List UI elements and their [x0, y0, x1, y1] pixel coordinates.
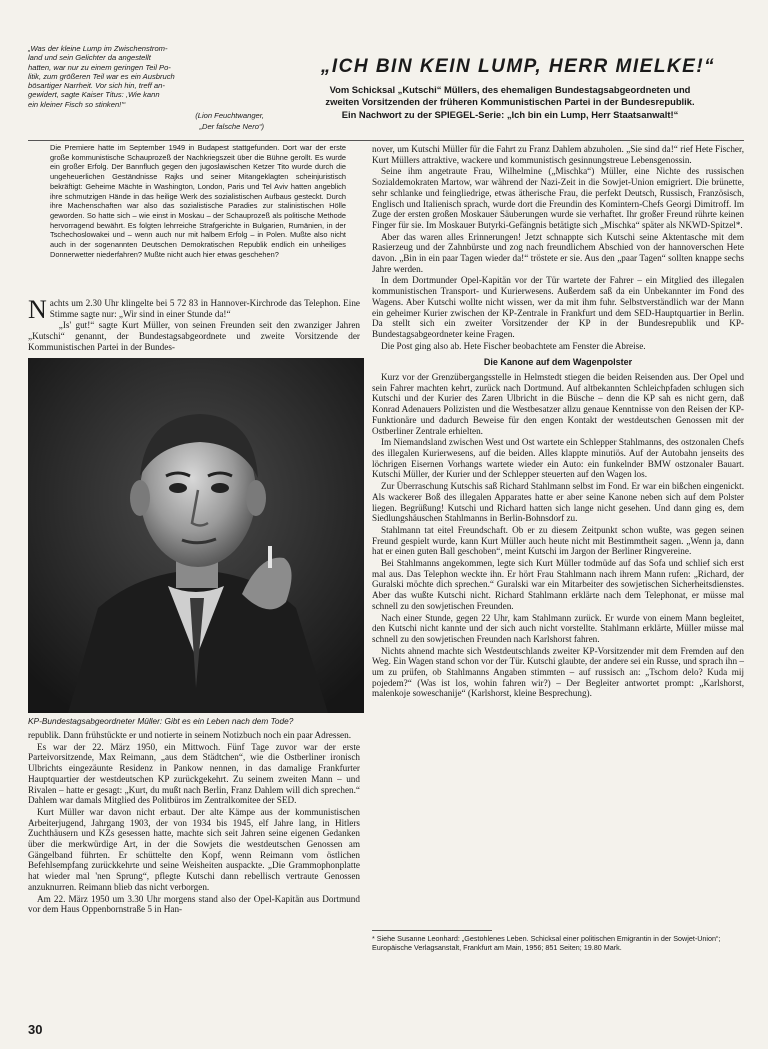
photo-caption: KP-Bundestagsabgeordneter Müller: Gibt es ein Leben nach dem Tode?	[28, 716, 294, 726]
paragraph: Kurt Müller war davon nicht erbaut. Der alte Kämpe aus der kommunistischen Arbeiterjugend, Jahrgang 1903, der von 1934 bis 1945, elf Jahre lang, in Hitlers Zuchthäusern und KZs gesessen hatte, machte sich seit Jahren seine eigenen Gedanken über die merkwürdige Art, in der die Sowjets die westdeutschen Genossen am Gängelband führten. Er schüttelte den Kopf, wenn Reimann vom östlichen Befehlsempfang zurückkehrte und seine Weisheiten auspackte. „Die Grammophonplatte hat wieder mal 'nen Sprung“, pflegte Kutschi dann rebellisch vertraute Genossen anzuknurren. Reimann blieb das nicht verborgen.	[28, 806, 360, 892]
motto-line: ein kleiner Fisch so stinken!'“	[28, 99, 126, 109]
motto-quote	[28, 44, 264, 132]
paragraph: Die Post ging also ab. Hete Fischer beobachtete am Fenster die Abreise.	[381, 340, 646, 351]
subhead-line: Ein Nachwort zu der SPIEGEL-Serie: „Ich bin ein Lump, Herr Staatsanwalt!“	[341, 108, 679, 120]
paragraph: Aber das waren alles Erinnerungen! Jetzt schnappte sich Kutschi seine Aktentasche mit dem Rasierzeug und der Zahnbürste und zog nach freundlichem Abschied von der hannoverschen Hete davon. „Bin in ein paar Tagen wieder da!“ tröstete er sie. Aus den „paar Tagen“ sollten knappe sechs Jahre werden.	[372, 231, 744, 274]
paragraph: Kurz vor der Grenzübergangsstelle in Helmstedt stiegen die beiden Reisenden aus. Der Opel und sein Fahrer machten kehrt, zurück nach Dortmund. Auf altbekannten Schleichpfaden schlugen sich Kutschi und der Kurier des Zaren Ulbricht in die Büsche – denn die KP sah es nicht gern, daß Konrad Adenauers Polizisten und die Westbesatzer allzu genaue Kenntnisse von den Reisen der KP-Funktionäre und dadurch Beweise für den engen Kontakt der westdeutschen Genossen mit der Ostberliner Zentrale erhielten.	[372, 372, 744, 436]
paragraph: Am 22. März 1950 um 3.30 Uhr morgens stand also der Opel-Kapitän aus Dortmund vor dem Haus Oppenbornstraße 5 in Han-	[28, 893, 360, 915]
article-subhead	[276, 84, 744, 121]
paragraph: Stahlmann tat eitel Freundschaft. Ob er zu diesem Zeitpunkt schon wußte, was gegen seinen Freund gespielt wurde, kann Kurt Müller auch heute nicht mit Bestimmtheit sagen. „Wenn ja, dann hat er einen guten Ball geschoben“, meint Kutschi im Jargon der Berliner Ringvereine.	[372, 524, 744, 557]
subhead-line: Vom Schicksal „Kutschi“ Müllers, des ehemaligen Bundestagsabgeordneten und	[329, 84, 691, 95]
paragraph: Seine ihm angetraute Frau, Wilhelmine („Mischka“) Müller, eine Nichte des russischen Sozialdemokraten Martow, war während der Nazi-Zeit in die Sowjet-Union emigriert. Die brünette, sehr schlanke und feingliedrige, etwas ätherische Frau, die perfekt Deutsch, Russisch, Französisch, Englisch und Italienisch sprach, wurde dort die Freundin des Komintern-Chefs Georgi Dimitroff. Im Zuge der ersten großen Moskauer Säuberungen wurde sie verhaftet. Ihr großer Freund rührte keinen Finger für sie. Im Moskauer Butyrki-Gefängnis betätigte sich „Mischka“ später als NKWD-Spitzel*.	[372, 166, 744, 230]
motto-source: (Lion Feuchtwanger,	[195, 111, 264, 121]
portrait-illustration	[28, 358, 364, 713]
right-column	[372, 144, 744, 700]
motto-line: land und sein Gelichter da angestellt	[28, 53, 151, 63]
opening-text: achts um 2.30 Uhr klingelte bei 5 72 83 in Hannover-Kirchrode das Telephon. Eine Stimme sagte nur: „Wir sind in einer Stunde da!“	[49, 298, 360, 319]
subhead-line: zweiten Vorsitzenden der früheren Kommunistischen Partei in der Bundesrepublik.	[325, 96, 695, 108]
section-heading: Die Kanone auf dem Wagenpolster	[483, 357, 633, 368]
motto-line: hatten, war nur zu einem geringen Teil Po-	[28, 62, 171, 72]
opening-paragraph	[28, 295, 360, 324]
article-headline: „ICH BIN KEIN LUMP, HERR MIELKE!“	[320, 56, 716, 77]
paragraph: Nichts ahnend machte sich Westdeutschlands zweiter KP-Vorsitzender mit dem Fremden auf den Weg. Ein Wagen stand schon vor der Tür. Kutschi glaubte, der andere sei ein Russe, und sprach ihn – um zu prüfen, ob Stahlmanns Angaben stimmten – auf russisch an: „Tschom delo? Kuda mij pojedem?“ (Was ist los, wohin fahren wir?) – Der Begleiter antwortet prompt: „Karlshorst, malenkoje soweschanije“ (Karlshorst, kleine Besprechung).	[372, 645, 744, 699]
footnote: * Siehe Susanne Leonhard: „Gestohlenes Leben. Schicksal einer politischen Emigrantin in der Sowjet-Union“; Europäische Verlagsanstalt, Frankfurt am Main, 1956; 851 Seiten; 19.80 Mark.	[372, 934, 721, 952]
paragraph: In dem Dortmunder Opel-Kapitän vor der Tür wartete der Fahrer – ein Mitglied des illegalen kommunistischen Transport- und Kurierwesens. Außerdem saß da ein Unbekannter im Fond des Wagens. Aber Kutschi wollte nicht wissen, wer da mit ihm fuhr. Selbstverständlich war der Mann ein geheimer Kurier zwischen der KP-Zentrale in Frankfurt und dem SED-Hauptquartier in Berlin. Da stellt sich ein zweiter Vorsitzender der KP in der Bundesrepublik und KP-Bundestagsabgeordneter keine Fragen.	[372, 275, 744, 339]
intro-paragraph: Die Premiere hatte im September 1949 in Budapest stattgefunden. Dort war der erste große kommunistische Schauprozeß der Nachkriegszeit über die Bühne gerollt. Es wurde ein großer Erfolg. Der Bannfluch gegen den jugoslawischen Ketzer Tito wurde durch die ungeheuerlichen Geständnisse Rajks und seiner Mitangeklagten scheinjuristisch bekräftigt: Geheime Mächte in Washington, London, Paris und Tel Aviv hatten angeblich ihre schmutzigen Hände in das heilige Werk des sozialistischen Aufbaus gesteckt. Durch ihre Machenschaften war also das sozialistische Paradies zur stalinistischen Hölle geworden. So hatte sich – wie einst in Moskau – der Schauprozeß als politische Methode hervorragend bewährt. Es folgten lehrreiche Strafgerichte in Bulgarien, Rumänien, in der Tschechoslowakei und – wenn auch nur mit halbem Erfolg – in Polen. Mußte also nicht auch in der sogenannten Deutschen Demokratischen Republik endlich ein unheiliges Donnerwetter niederfahren? Mußte nicht auch hier etwas geschehen?	[50, 143, 346, 259]
left-column-bottom	[28, 730, 360, 916]
paragraph: Es war der 22. März 1950, ein Mittwoch. Fünf Tage zuvor war der erste Parteivorsitzende, Max Reimann, „aus dem Städtchen“, wie die Ostberliner ironisch Ulbrichts eingezäunte Residenz in Pankow nennen, in das damalige Frankfurter Hauptquartier der westdeutschen KP zurückgekehrt. Zu seinem zweiten Mann – und Rivalen – hatte er gesagt: „Kurt, du mußt nach Berlin, Franz Dahlem will dich sprechen.“ Dahlem war damals Mitglied des Politbüros im Zentralkomitee der SED.	[28, 741, 360, 806]
page-number: 30	[28, 1022, 43, 1037]
paragraph: Zur Überraschung Kutschis saß Richard Stahlmann selbst im Fond. Er war ein bißchen eingenickt. Als wackerer Boß des illegalen Apparates hatte er aber seine Kanone neben sich auf dem Polster liegen. Begrüßung! Kutschi und Richard hatten sich lange nicht gesehen. Und dann ging es, dem Siedlungshäuschen Stahlmanns in Berlin-Bohnsdorf zu.	[372, 481, 744, 524]
motto-line: gewidert, sagte Kaiser Titus: ,Wie kann	[28, 90, 160, 100]
paragraph: nover, um Kutschi Müller für die Fahrt zu Franz Dahlem abzuholen. „Sie sind da!“ rief Hete Fischer, Kurt Müllers attraktive, wackere und kommunistisch gesinnungstreue Lebensgenossin.	[372, 144, 744, 165]
motto-line: litik, zum größeren Teil war es ein Ausbruch	[28, 71, 175, 81]
paragraph: Nach einer Stunde, gegen 22 Uhr, kam Stahlmann zurück. Er wurde von einem Mann begleitet, den Kutschi nicht kannte und der sich auch nicht vorstellte. Stahlmann erklärte, Müller müsse mal schnell zu den sowjetischen Freunden nach Karlshorst fahren.	[372, 612, 744, 644]
portrait-photo	[28, 358, 364, 713]
motto-line: bösartiger Narrheit. Vor sich hin, treff an-	[28, 81, 165, 91]
motto-line: „Was der kleine Lump im Zwischenstrom-	[28, 44, 168, 53]
footnote-rule	[372, 930, 492, 931]
left-column-top	[28, 295, 360, 354]
drop-cap: N	[28, 295, 47, 324]
motto-source-title: „Der falsche Nero“)	[199, 122, 264, 132]
paragraph: Bei Stahlmanns angekommen, legte sich Kurt Müller todmüde auf das Sofa und schlief sich erst mal aus. Das Telephon weckte ihn. Er hört Frau Stahlmann nach ihrem Mann rufen: „Richard, der Guralski möchte dich sprechen.“ Guralski war ein Mitarbeiter des sowjetischen Sicherheitsdienstes. Aber das wußte Kutschi nicht. Richard Stahlmann erklärte nach dem Telephonat, er müsse mal schnell zu den sowjetischen Freunden.	[372, 558, 744, 611]
paragraph: republik. Dann frühstückte er und notierte in seinem Notizbuch noch ein paar Adressen.	[28, 730, 351, 740]
header-rule	[28, 140, 744, 141]
paragraph: „Is' gut!“ sagte Kurt Müller, von seinen Freunden seit den zwanziger Jahren „Kutschi“ genannt, der Bundestagsabgeordnete und zweite Vorsitzende der Kommunistischen Partei in der Bundes-	[28, 320, 360, 352]
paragraph: Im Niemandsland zwischen West und Ost wartete ein Schlepper Stahlmanns, des ostzonalen Chefs des illegalen Kurierwesens, auf die beiden. Alles klappte minutiös. Auf der Autobahn jenseits des löchrigen Eisernen Vorhangs wartete wieder ein Auto: ein funkelnder BMW ostzonaler Bauart. Kutschi Müller, der Kurier und der Schlepper steuerten auf den Wagen los.	[372, 437, 744, 480]
